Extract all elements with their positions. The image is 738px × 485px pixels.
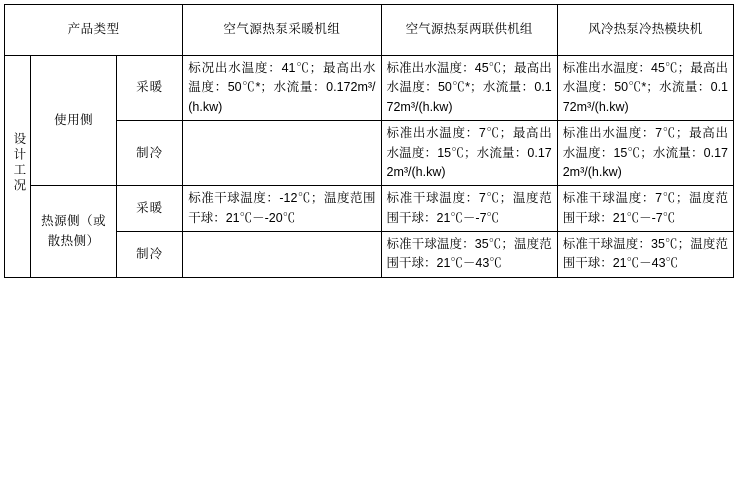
- cell-source-heating-col-c: 标准干球温度：7℃；温度范围干球：21℃－-7℃: [557, 186, 733, 232]
- cell-use-cooling-col-a: [183, 121, 381, 186]
- section-label-use-side: 使用侧: [31, 56, 117, 186]
- cell-use-heating-col-c: 标准出水温度：45℃；最高出水温度：50℃*；水流量：0.172m³/(h.kw): [557, 56, 733, 121]
- mode-label-cooling-source: 制冷: [117, 232, 183, 278]
- section-label-heat-source-side: 热源侧（或散热侧）: [31, 186, 117, 278]
- row-group-design-conditions: [5, 56, 31, 278]
- table-row: [5, 56, 734, 121]
- cell-source-cooling-col-a: [183, 232, 381, 278]
- cell-source-cooling-col-b: 标准干球温度：35℃；温度范围干球：21℃－43℃: [381, 232, 557, 278]
- design-conditions-table: [4, 4, 734, 278]
- cell-use-cooling-col-b: 标准出水温度：7℃；最高出水温度：15℃；水流量：0.172m³/(h.kw): [381, 121, 557, 186]
- cell-source-heating-col-b: 标准干球温度：7℃；温度范围干球：21℃－-7℃: [381, 186, 557, 232]
- cell-source-heating-col-a: 标准干球温度：-12℃；温度范围干球：21℃－-20℃: [183, 186, 381, 232]
- header-col-air-source-heating: 空气源热泵采暖机组: [183, 5, 381, 56]
- mode-label-heating-use: 采暖: [117, 56, 183, 121]
- mode-label-heating-source: 采暖: [117, 186, 183, 232]
- table-row: [5, 186, 734, 232]
- header-col-air-source-dual: 空气源热泵两联供机组: [381, 5, 557, 56]
- mode-label-cooling-use: 制冷: [117, 121, 183, 186]
- cell-use-heating-col-b: 标准出水温度：45℃；最高出水温度：50℃*；水流量：0.172m³/(h.kw): [381, 56, 557, 121]
- header-col-air-cooled-module: 风冷热泵冷热模块机: [557, 5, 733, 56]
- cell-use-cooling-col-c: 标准出水温度：7℃；最高出水温度：15℃；水流量：0.172m³/(h.kw): [557, 121, 733, 186]
- cell-source-cooling-col-c: 标准干球温度：35℃；温度范围干球：21℃－43℃: [557, 232, 733, 278]
- table-header-row: [5, 5, 734, 56]
- header-product-type: 产品类型: [5, 5, 183, 56]
- row-group-label: 设计工况: [11, 132, 26, 195]
- cell-use-heating-col-a: 标况出水温度：41℃；最高出水温度：50℃*；水流量：0.172m³/(h.kw): [183, 56, 381, 121]
